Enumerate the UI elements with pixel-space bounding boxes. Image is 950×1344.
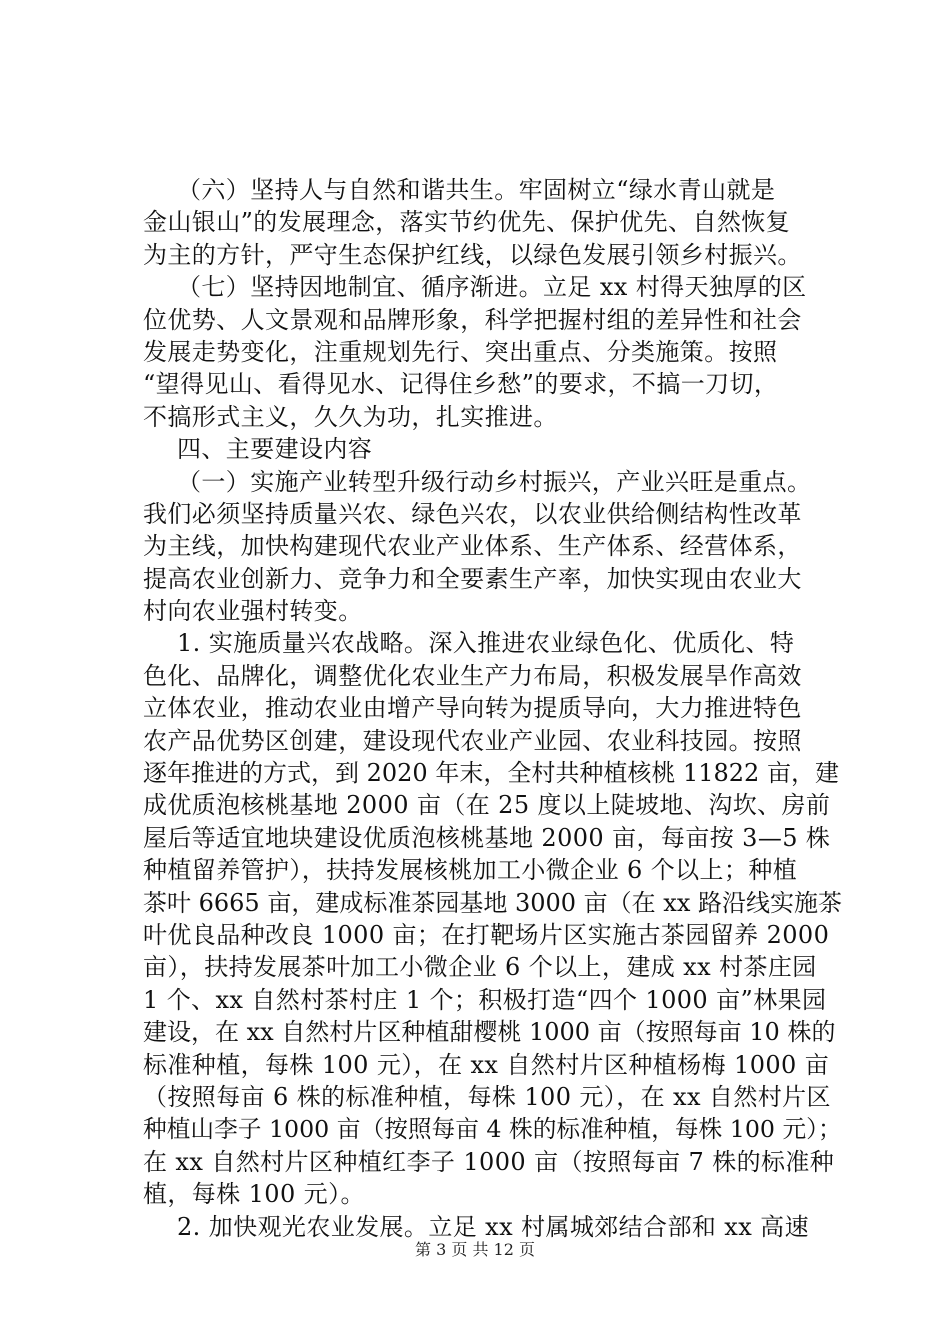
paragraph-line: （六）坚持人与自然和谐共生。牢固树立“绿水青山就是: [177, 176, 776, 204]
paragraph-line: 屋后等适宜地块建设优质泡核桃基地 2000 亩，每亩按 3—5 株: [143, 823, 831, 852]
paragraph-line: 种植山李子 1000 亩（按照每亩 4 株的标准种植，每株 100 元）；: [143, 1115, 842, 1144]
paragraph-line: 立体农业，推动农业由增产导向转为提质导向，大力推进特色: [143, 694, 802, 723]
paragraph-line: 标准种植，每株 100 元），在 xx 自然村片区种植杨梅 1000 亩: [143, 1050, 830, 1079]
paragraph-line: 1. 实施质量兴农战略。深入推进农业绿色化、优质化、特: [177, 629, 795, 658]
paragraph-line: “望得见山、看得见水、记得住乡愁”的要求，不搞一刀切，: [143, 370, 779, 399]
paragraph-line: 金山银山”的发展理念，落实节约优先、保护优先、自然恢复: [143, 208, 791, 237]
paragraph-line: 茶叶 6665 亩，建成标准茶园基地 3000 亩（在 xx 路沿线实施茶: [143, 888, 842, 917]
paragraph-line: （按照每亩 6 株的标准种植，每株 100 元），在 xx 自然村片区: [143, 1082, 831, 1111]
section-heading: 四、主要建设内容: [177, 435, 373, 464]
paragraph-line: 发展走势变化，注重规划先行、突出重点、分类施策。按照: [143, 337, 778, 366]
paragraph-line: 种植留养管护），扶持发展核桃加工小微企业 6 个以上；种植: [143, 856, 798, 885]
paragraph-line: 提高农业创新力、竞争力和全要素生产率，加快实现由农业大: [143, 564, 802, 593]
paragraph-line: 2. 加快观光农业发展。立足 xx 村属城郊结合部和 xx 高速: [177, 1212, 809, 1241]
paragraph-line: 我们必须坚持质量兴农、绿色兴农，以农业供给侧结构性改革: [143, 499, 802, 528]
paragraph-line: 位优势、人文景观和品牌形象，科学把握村组的差异性和社会: [143, 305, 802, 334]
paragraph-line: 为主线，加快构建现代农业产业体系、生产体系、经营体系，: [143, 532, 802, 561]
paragraph-line: 不搞形式主义，久久为功，扎实推进。: [143, 402, 558, 431]
paragraph-line: （七）坚持因地制宜、循序渐进。立足 xx 村得天独厚的区: [177, 273, 807, 302]
paragraph-line: 逐年推进的方式，到 2020 年末，全村共种植核桃 11822 亩，建: [143, 759, 839, 788]
paragraph-line: （一）实施产业转型升级行动乡村振兴，产业兴旺是重点。: [177, 467, 812, 496]
paragraph-line: 叶优良品种改良 1000 亩；在打靶场片区实施古茶园留养 2000: [143, 920, 830, 949]
paragraph-line: 农产品优势区创建，建设现代农业产业园、农业科技园。按照: [143, 726, 802, 755]
paragraph-line: 建设，在 xx 自然村片区种植甜樱桃 1000 亩（按照每亩 10 株的: [143, 1018, 836, 1047]
paragraph-line: 为主的方针，严守生态保护红线，以绿色发展引领乡村振兴。: [143, 240, 802, 269]
paragraph-line: 色化、品牌化，调整优化农业生产力布局，积极发展旱作高效: [143, 661, 802, 690]
paragraph-line: 植，每株 100 元）。: [143, 1180, 365, 1209]
paragraph-line: 亩），扶持发展茶叶加工小微企业 6 个以上，建成 xx 村茶庄园: [143, 953, 817, 982]
paragraph-line: 1 个、xx 自然村茶村庄 1 个；积极打造“四个 1000 亩”林果园: [143, 985, 827, 1014]
page-number-footer: 第 3 页 共 12 页: [415, 1240, 535, 1259]
paragraph-line: 在 xx 自然村片区种植红李子 1000 亩（按照每亩 7 株的标准种: [143, 1147, 835, 1176]
paragraph-line: 村向农业强村转变。: [143, 597, 363, 626]
paragraph-line: 成优质泡核桃基地 2000 亩（在 25 度以上陡坡地、沟坎、房前: [143, 791, 831, 820]
document-body: [143, 174, 843, 1243]
